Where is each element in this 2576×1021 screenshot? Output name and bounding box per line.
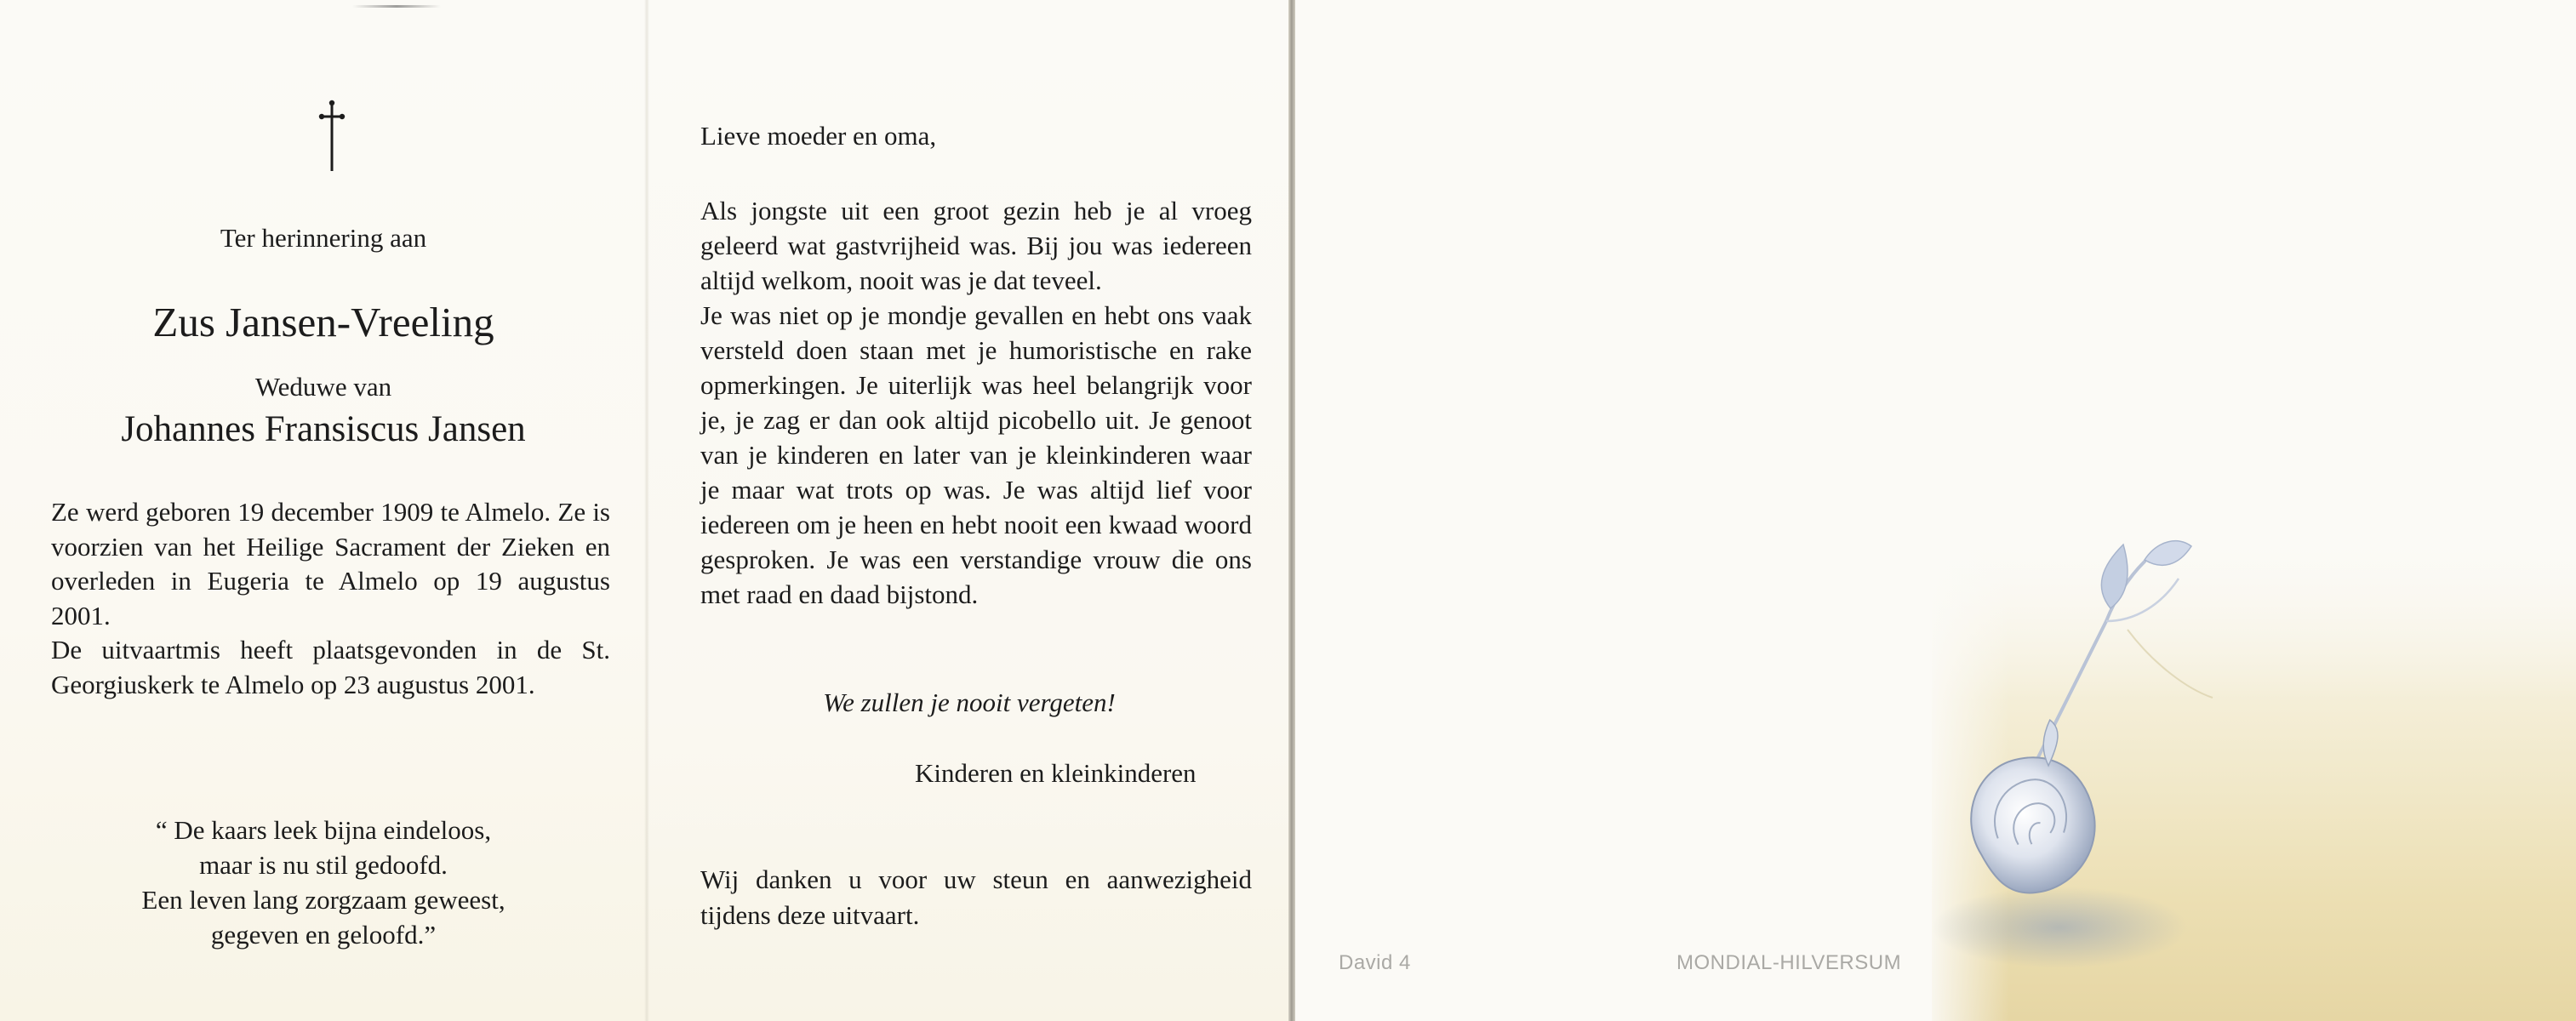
letter-paragraph: Je was niet op je mondje gevallen en hebt ons vaak versteld doen staan met je humoristische en rake opmerkingen. Je uiterlijk was heel belangrijk voor je, je zag er dan ook altijd picobello uit. Je genoot van je kinderen en later van je kleinkinderen waar je maar wat trots op was. Je was altijd lief voor iedereen om je heen en hebt nooit een kwaad woord gesproken. Je was een verstandige vrouw die ons met raad en daad bijstond. xyxy=(700,300,1252,609)
intro-text: Ter herinnering aan xyxy=(220,223,427,253)
thanks-note xyxy=(700,862,1252,933)
design-code: David 4 xyxy=(1339,951,1411,974)
letter-paragraph: Als jongste uit een groot gezin heb je al vroeg geleerd wat gastvrijheid was. Bij jou was iedereen altijd welkom, nooit was je dat teveel. xyxy=(700,196,1252,295)
poem-line: maar is nu stil gedoofd. xyxy=(199,850,448,880)
biography xyxy=(51,495,610,702)
motto: We zullen je nooit vergeten! xyxy=(823,687,1116,717)
signature: Kinderen en kleinkinderen xyxy=(915,758,1197,788)
thanks-text: Wij danken u voor uw steun en aanwezigheid tijdens deze uitvaart. xyxy=(700,864,1252,930)
bio-paragraph: De uitvaartmis heeft plaatsgevonden in de St. Georgiuskerk te Almelo op 23 augustus 2001. xyxy=(51,635,610,699)
poem-line: Een leven lang zorgzaam geweest, xyxy=(141,885,505,915)
paper-mark xyxy=(352,5,441,8)
deceased-name: Zus Jansen-Vreeling xyxy=(152,299,494,345)
salutation: Lieve moeder en oma, xyxy=(700,121,937,151)
husband-name: Johannes Fransiscus Jansen xyxy=(121,409,526,449)
poem-line: “ De kaars leek bijna eindeloos, xyxy=(155,815,492,845)
card-edge xyxy=(1288,0,1295,1021)
poem-line: gegeven en geloofd.” xyxy=(210,920,437,950)
widow-of-label: Weduwe van xyxy=(254,372,392,402)
rose-icon xyxy=(1932,528,2576,1021)
cross-icon xyxy=(315,98,349,174)
printer-imprint: MONDIAL-HILVERSUM xyxy=(1676,951,1902,974)
bio-paragraph: Ze werd geboren 19 december 1909 te Almelo. Ze is voorzien van het Heilige Sacrament der Zieken en overleden in Eugeria te Almelo op 19 augustus 2001. xyxy=(51,497,610,630)
poem xyxy=(0,813,647,952)
letter-body xyxy=(700,193,1252,612)
